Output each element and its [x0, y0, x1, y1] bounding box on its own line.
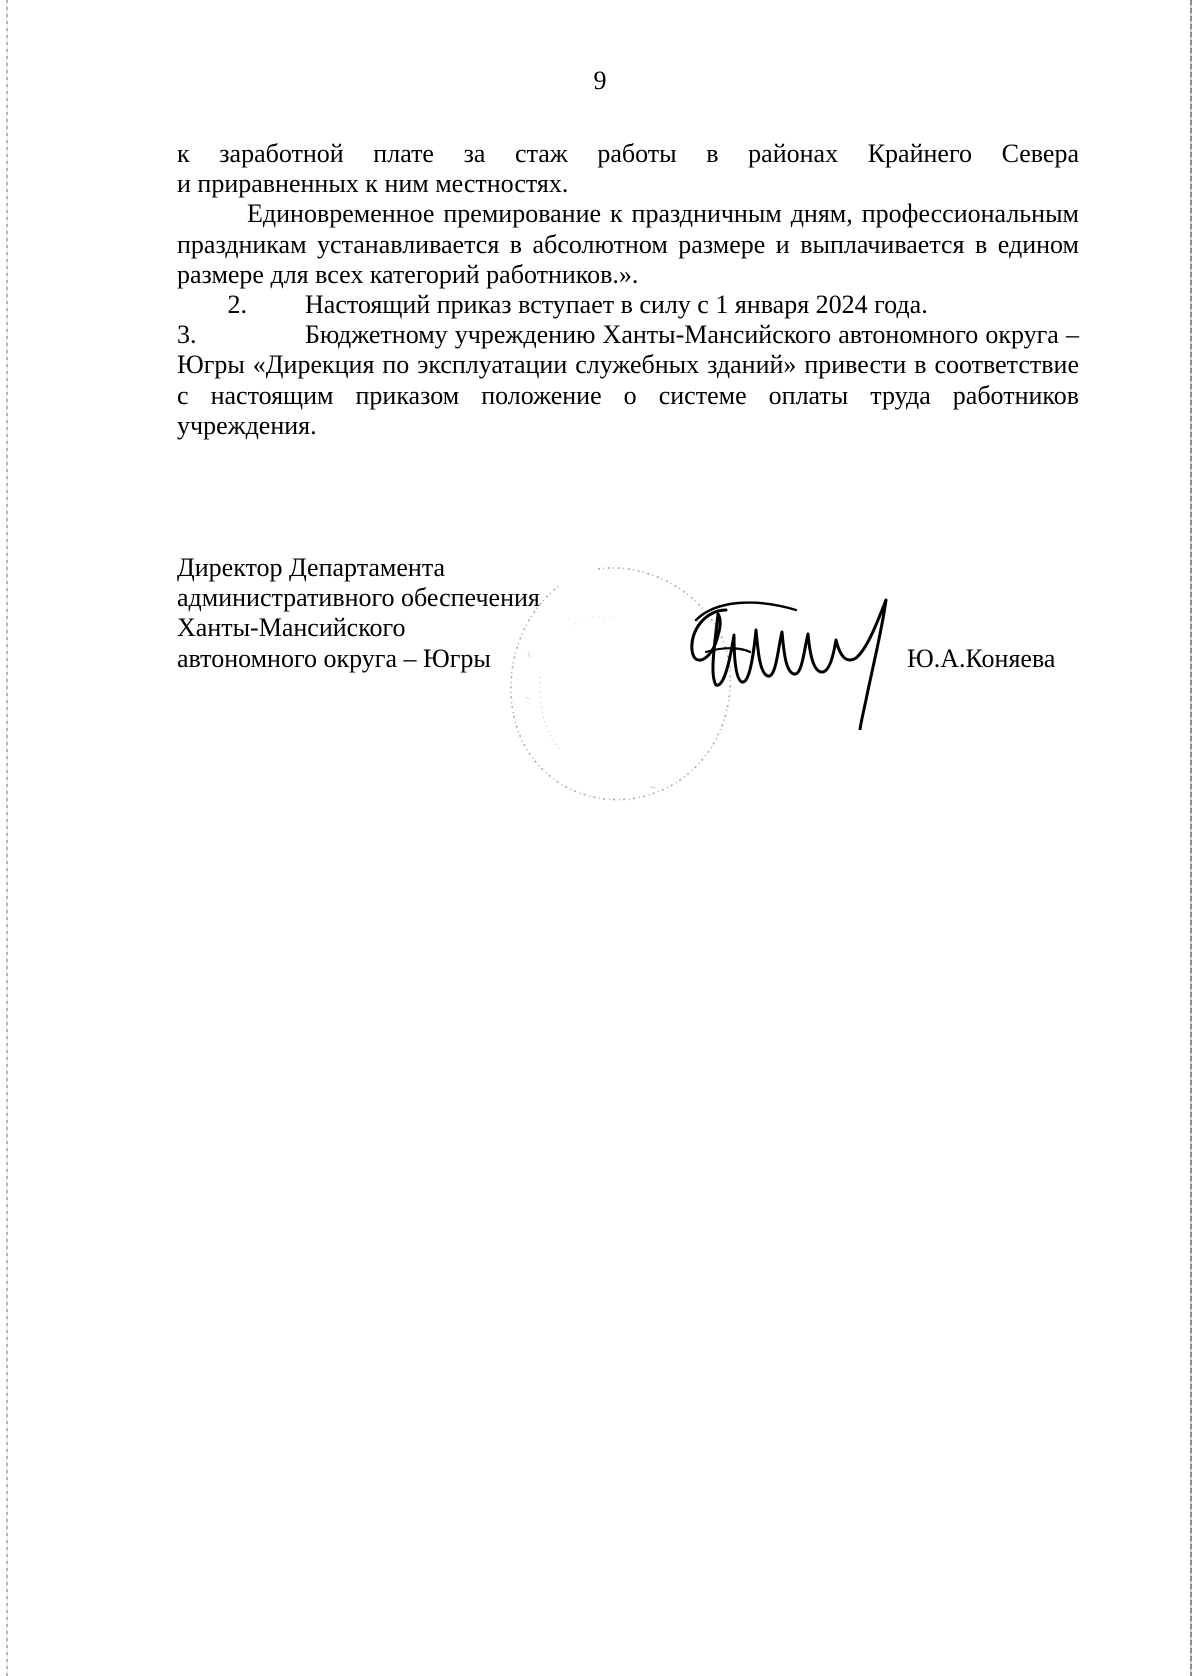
item-2-number: 2.: [227, 290, 247, 320]
item-3: [177, 320, 1079, 441]
paragraph-1-line-2: и приравненных к ним местностях.: [177, 169, 569, 199]
item-3-text: Бюджетному учреждению Ханты-Мансийского автономного округа – Югры «Дирекция по эксплуатации служебных зданий» привести в соответствие с настоящим приказом положение о системе оплаты труда работников учреждения.: [177, 320, 1079, 440]
item-3-number: 3.: [177, 320, 197, 350]
scan-edge-right: [1190, 0, 1192, 1676]
paragraph-1-line-1: к заработной плате за стаж работы в районах Крайнего Севера: [177, 139, 1079, 168]
signatory-title-line-2: административного обеспечения: [177, 583, 540, 613]
signer-name: Ю.А.Коняева: [907, 644, 1056, 673]
signatory-title: [177, 553, 540, 674]
scan-edge-left: [6, 0, 8, 1676]
item-2: [177, 290, 1079, 320]
document-body: [177, 139, 1079, 441]
paragraph-2: Единовременное премирование к праздничным дням, профессиональным праздникам устанавливается в абсолютном размере и выплачивается в едином размере для всех категорий работников.».: [177, 199, 1079, 289]
page-number: 9: [593, 66, 607, 95]
item-2-text: Настоящий приказ вступает в силу с 1 января 2024 года.: [305, 290, 928, 320]
signatory-title-line-1: Директор Департамента: [177, 553, 446, 582]
signatory-title-line-3: Ханты-Мансийского: [177, 613, 406, 643]
handwritten-signature: [686, 590, 916, 730]
signatory-title-line-4: автономного округа – Югры: [177, 643, 491, 673]
